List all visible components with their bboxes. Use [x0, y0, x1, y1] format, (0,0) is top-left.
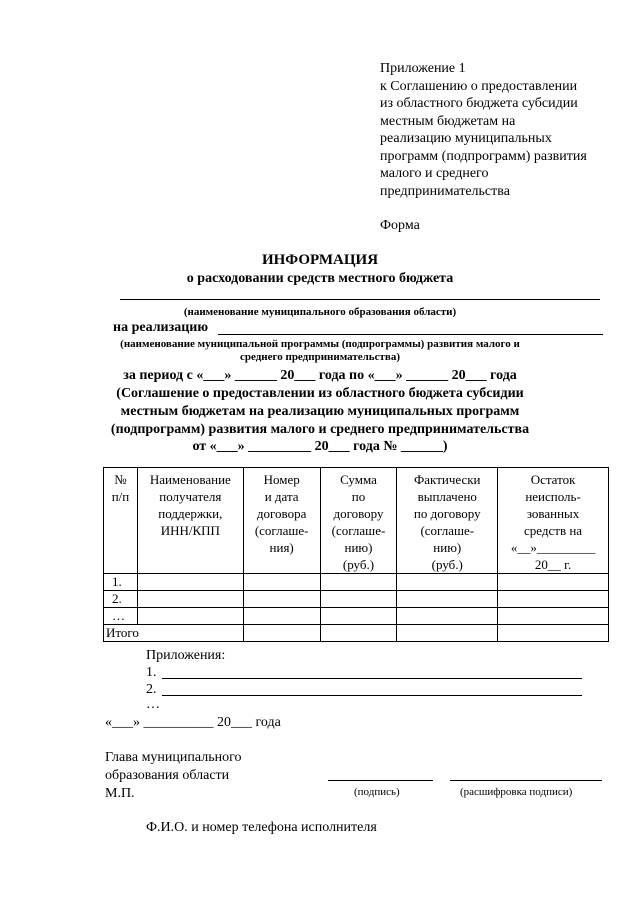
period-line: за период с «___» ______ 20___ года по «___» ______ 20___ года [123, 368, 517, 383]
header-cell-number: № п/п [104, 468, 138, 574]
appendix-line: из областного бюджета субсидии [380, 96, 578, 111]
attachment-fill-line [162, 695, 582, 696]
table-row [104, 591, 609, 608]
header-cell-balance: Остаток неисполь- зованных средств на «__»_________ 20__ г. [498, 468, 609, 574]
appendix-line: программ (подпрограмм) развития [380, 148, 587, 164]
total-label: Итого [104, 625, 244, 642]
appendix-line: местным бюджетам на [380, 113, 516, 129]
program-fill-line [218, 334, 603, 335]
row-number: … [104, 608, 138, 625]
header-cell-amount: Сумма по договору (соглаше- нию) (руб.) [320, 468, 397, 574]
appendix-line: к Соглашению о предоставлении [380, 78, 578, 94]
attachment-item: 2. [146, 682, 157, 697]
attachment-item: 1. [146, 665, 157, 680]
header-cell-paid: Фактически выплачено по договору (соглаше- нию) (руб.) [397, 468, 498, 574]
header-cell-recipient: Наименование получателя поддержки, ИНН/КПП [137, 468, 243, 574]
signature-decode-line [450, 780, 602, 781]
table-row [104, 608, 609, 625]
agreement-line: (подпрограмм) развития малого и среднего предпринимательства [110, 422, 530, 437]
expenditure-table [103, 467, 609, 642]
appendix-line: Приложение 1 [380, 61, 466, 76]
appendix-line: реализацию муниципальных [380, 131, 552, 146]
appendix-line: малого и среднего [380, 166, 489, 181]
row-number: 1. [104, 574, 138, 591]
municipality-fill-line [120, 299, 600, 300]
date-line: «___» __________ 20___ года [105, 715, 281, 730]
program-caption-line1: (наименование муниципальной программы (подпрограммы) развития малого и [120, 338, 520, 350]
agreement-line: местным бюджетам на реализацию муниципальных программ [120, 404, 520, 419]
executor-line: Ф.И.О. и номер телефона исполнителя [146, 820, 377, 835]
head-title-line: Главa муниципального [105, 750, 242, 765]
attachment-fill-line [162, 678, 582, 679]
document-title: ИНФОРМАЦИЯ [261, 252, 379, 268]
stamp-label: М.П. [105, 786, 135, 801]
signature-line [328, 780, 433, 781]
row-number: 2. [104, 591, 138, 608]
form-label: Форма [380, 218, 420, 233]
document-subtitle: о расходовании средств местного бюджета [186, 271, 454, 286]
agreement-line: от «___» _________ 20___ года № ______) [192, 439, 448, 454]
signature-caption: (подпись) [354, 786, 400, 798]
attachment-item: … [146, 697, 160, 712]
table-total-row [104, 625, 609, 642]
municipality-caption: (наименование муниципального образования области) [183, 306, 457, 318]
appendix-line: предпринимательства [380, 183, 510, 199]
program-prefix: на реализацию [113, 320, 209, 335]
signature-decode-caption: (расшифровка подписи) [460, 786, 573, 798]
program-caption-line2: среднего предпринимательства) [239, 351, 400, 363]
appendix-block [380, 60, 620, 200]
table-header-row [104, 468, 609, 574]
table-row [104, 574, 609, 591]
attachments-label: Приложения: [146, 648, 226, 663]
agreement-line: (Соглашение о предоставлении из областного бюджета субсидии [116, 386, 524, 401]
header-cell-contract: Номер и дата договора (соглаше- ния) [243, 468, 320, 574]
head-title-line: образования области [105, 768, 230, 783]
